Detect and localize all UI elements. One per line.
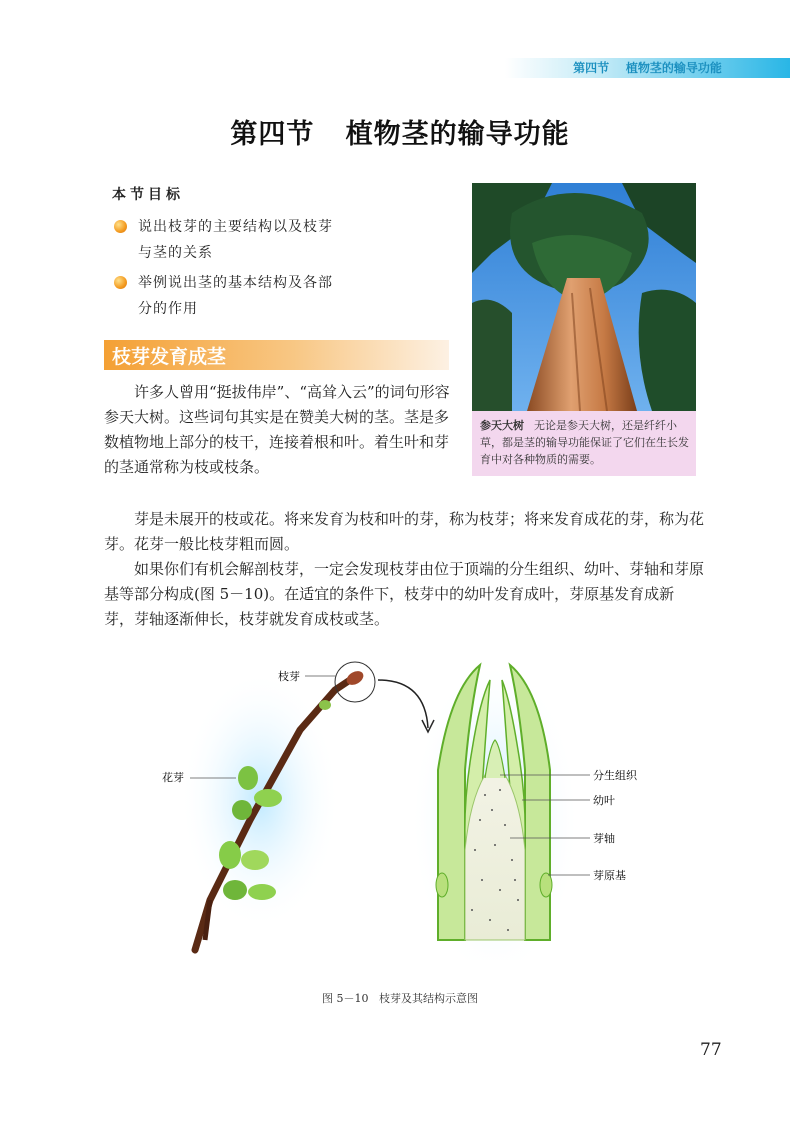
tree-caption-title: 参天大树 xyxy=(480,419,524,432)
bullet-icon xyxy=(114,276,127,289)
goal-item xyxy=(114,270,444,322)
goal-line: 与茎的关系 xyxy=(138,245,213,261)
tree-caption-text: 无论是参天大树，还是纤纤小草，都是茎的输导功能保证了它们在生长发育中对各种物质的需要。 xyxy=(480,419,689,466)
redwood-tree-illustration xyxy=(472,183,696,411)
bullet-icon xyxy=(114,220,127,233)
label-young-leaf: 幼叶 xyxy=(593,794,615,807)
label-meristem: 分生组织 xyxy=(593,769,637,782)
label-flower-bud: 花芽 xyxy=(162,771,184,784)
paragraph-text: 许多人曾用“挺拔伟岸”、“高耸入云”的词句形容参天大树。这些词句其实是在赞美大树的茎。茎是多数植物地上部分的枝干，连接着根和叶。着生叶和芽的茎通常称为枝或枝条。 xyxy=(104,383,450,476)
paragraph xyxy=(104,507,704,557)
page-number: 77 xyxy=(700,1040,722,1060)
header-section-label: 第四节 植物茎的输导功能 xyxy=(573,61,722,75)
section-heading-text: 枝芽发育成茎 xyxy=(112,346,227,368)
goal-item xyxy=(114,214,444,266)
paragraph-text: 如果你们有机会解剖枝芽，一定会发现枝芽由位于顶端的分生组织、幼叶、芽轴和芽原基等部分构成(图 5－10)。在适宜的条件下，枝芽中的幼叶发育成叶，芽原基发育成新芽，芽轴逐渐伸长，枝芽就发育成枝或茎。 xyxy=(104,560,705,628)
goal-line: 分的作用 xyxy=(138,301,198,317)
goal-line: 举例说出茎的基本结构及各部 xyxy=(138,275,333,291)
bud-structure-figure xyxy=(150,650,670,960)
tree-caption xyxy=(480,417,690,468)
paragraph-text: 芽是未展开的枝或花。将来发育为枝和叶的芽，称为枝芽；将来发育成花的芽，称为花芽。花芽一般比枝芽粗而圆。 xyxy=(104,510,705,553)
paragraph xyxy=(104,557,704,632)
paragraph xyxy=(104,380,456,480)
goals-heading: 本节目标 xyxy=(112,187,184,203)
label-bud-axis: 芽轴 xyxy=(593,832,615,845)
section-heading xyxy=(104,340,449,370)
label-branch-bud: 枝芽 xyxy=(278,670,300,683)
twig-illustration xyxy=(180,662,434,950)
header-band xyxy=(505,58,790,78)
goal-line: 说出枝芽的主要结构以及枝芽 xyxy=(138,219,333,235)
bud-section-diagram xyxy=(410,660,590,960)
tree-photo xyxy=(472,183,696,411)
label-bud-primordium: 芽原基 xyxy=(593,869,626,882)
tree-caption-box xyxy=(472,411,696,476)
figure-caption: 图 5－10 枝芽及其结构示意图 xyxy=(322,992,478,1005)
page-title: 第四节 植物茎的输导功能 xyxy=(230,119,570,150)
